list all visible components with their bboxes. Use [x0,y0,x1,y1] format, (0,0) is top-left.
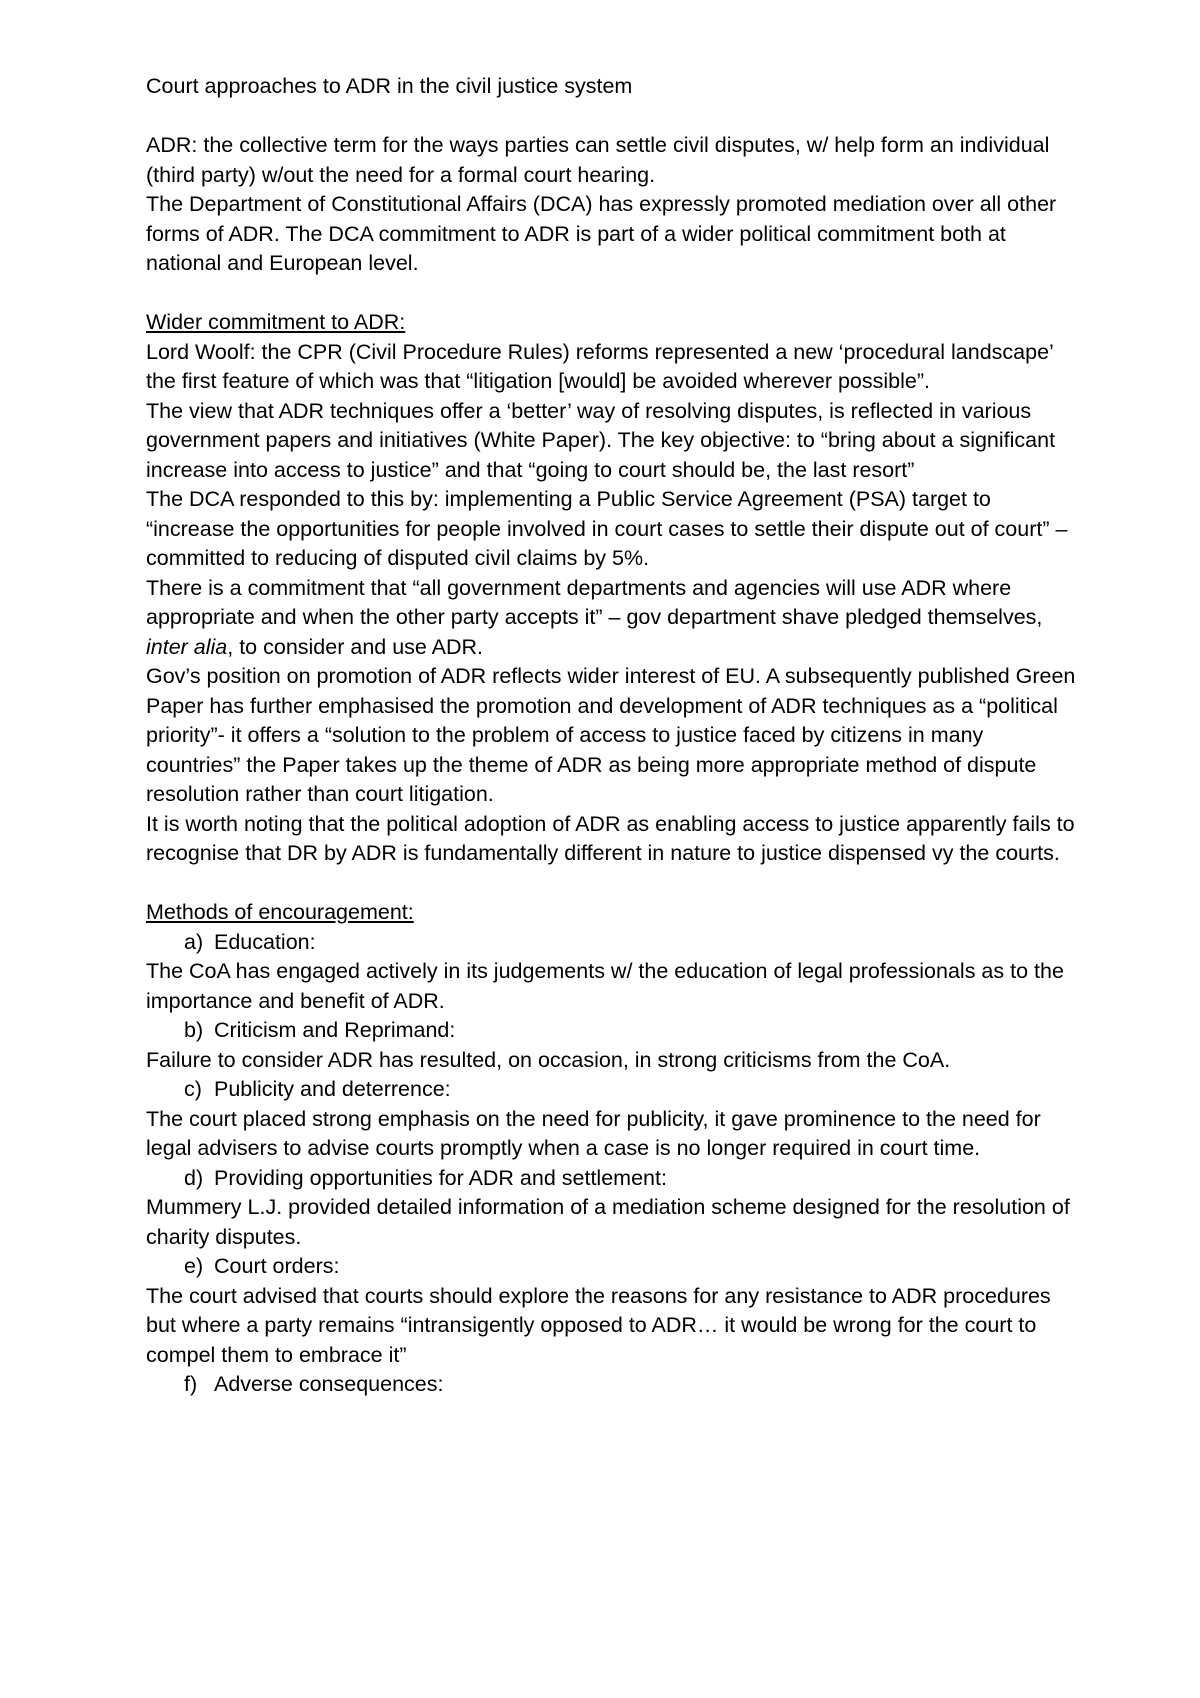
method-label: Criticism and Reprimand: [214,1018,456,1042]
wider-paragraph-1: Lord Woolf: the CPR (Civil Procedure Rules) reforms represented a new ‘procedural landscape’ the first feature of which was that “litigation [would] be avoided wherever possible”. [146,339,1053,393]
method-label: Court orders: [214,1254,340,1278]
wider-paragraph-2: The view that ADR techniques offer a ‘better’ way of resolving disputes, is reflected in various government papers and initiatives (White Paper). The key objective: to “bring about a significant increase into access to justice” and that “going to court should be, the last resort” [146,398,1056,482]
method-item-b [146,1016,1076,1046]
method-item-e [146,1252,1076,1282]
method-item-a [146,928,1076,958]
method-label: Education: [214,929,316,954]
blank-line [146,279,1076,309]
intro-paragraph-1: ADR: the collective term for the ways parties can settle civil disputes, w/ help form an individual (third party) w/out the need for a formal court hearing. [146,133,1050,187]
method-item-f [146,1370,1076,1400]
list-marker: c) [184,1077,202,1101]
method-text-d: Mummery L.J. provided detailed information of a mediation scheme designed for the resolution of charity disputes. [146,1195,1070,1249]
method-label: Providing opportunities for ADR and settlement: [214,1165,667,1190]
method-text-e: The court advised that courts should explore the reasons for any resistance to ADR procedures but where a party remains “intransigently opposed to ADR… it would be wrong for the court to compel them to embrace it” [146,1283,1051,1367]
method-text-b: Failure to consider ADR has resulted, on occasion, in strong criticisms from the CoA. [146,1047,951,1072]
blank-line [146,869,1076,899]
list-marker: d) [184,1165,204,1190]
wider-paragraph-4 [146,574,1076,663]
method-label: Publicity and deterrence: [214,1077,451,1101]
inter-alia-italic: inter alia [146,634,228,659]
wider-paragraph-4-start: There is a commitment that “all government departments and agencies will use ADR where appropriate and when the other party accepts it” – gov department shave pledged themselves, [146,575,1043,629]
method-label: Adverse consequences: [214,1372,444,1396]
list-marker: f) [184,1372,198,1396]
wider-commitment-heading: Wider commitment to ADR: [146,310,406,334]
wider-paragraph-6: It is worth noting that the political adoption of ADR as enabling access to justice apparently fails to recognise that DR by ADR is fundamentally different in nature to justice dispensed vy the courts. [146,811,1075,865]
method-text-c: The court placed strong emphasis on the need for publicity, it gave prominence to the need for legal advisers to advise courts promptly when a case is no longer required in court time. [146,1106,1041,1160]
wider-paragraph-4-end: , to consider and use ADR. [227,634,484,659]
list-marker: e) [184,1254,204,1278]
intro-paragraph-2: The Department of Constitutional Affairs (DCA) has expressly promoted mediation over all other forms of ADR. The DCA commitment to ADR is part of a wider political commitment both at national and European level. [146,192,1057,275]
document-title: Court approaches to ADR in the civil justice system [146,74,633,98]
list-marker: a) [184,929,204,954]
list-marker: b) [184,1018,204,1042]
method-item-d [146,1164,1076,1194]
wider-paragraph-5: Gov’s position on promotion of ADR reflects wider interest of EU. A subsequently published Green Paper has further emphasised the promotion and development of ADR techniques as a “political priority”- it offers a “solution to the problem of access to justice faced by citizens in many countries” the Paper takes up the theme of ADR as being more appropriate method of dispute resolution rather than court litigation. [146,664,1076,806]
methods-heading: Methods of encouragement: [146,900,414,924]
method-text-a: The CoA has engaged actively in its judgements w/ the education of legal professionals as to the importance and benefit of ADR. [146,959,1064,1013]
document-content [146,72,1076,1400]
wider-paragraph-3: The DCA responded to this by: implementing a Public Service Agreement (PSA) target to “increase the opportunities for people involved in court cases to settle their dispute out of court” – committed to reducing of disputed civil claims by 5%. [146,487,1068,570]
method-item-c [146,1075,1076,1105]
